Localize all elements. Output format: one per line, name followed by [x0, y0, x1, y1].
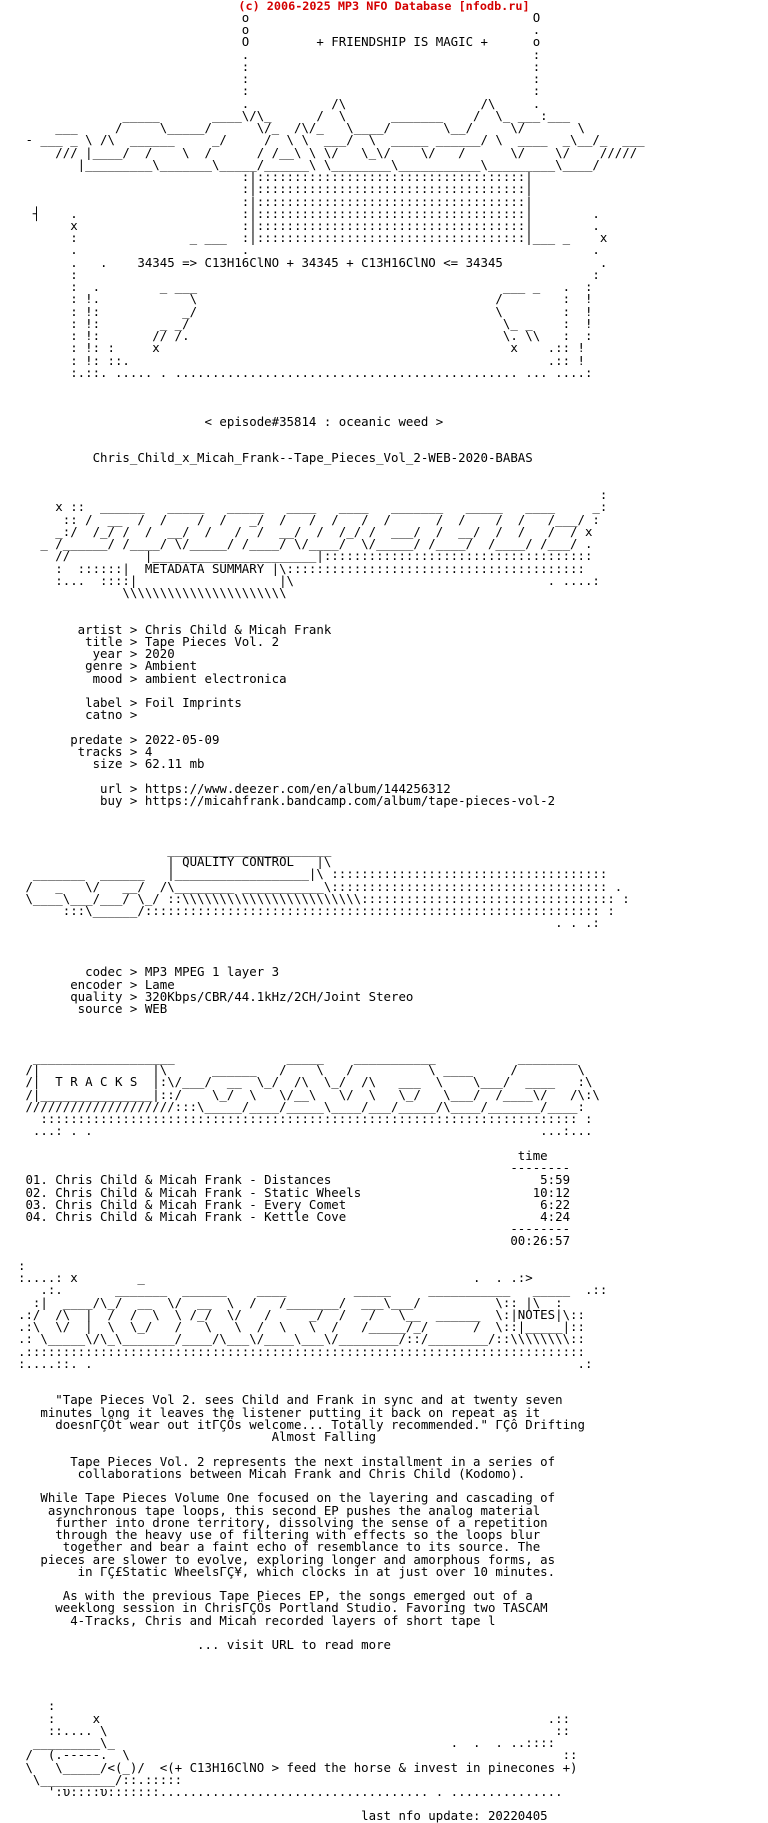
site-copyright-link[interactable]: (c) 2006-2025 MP3 NFO Database [nfodb.ru]	[238, 0, 530, 13]
nfo-ascii-text: o O o . O + FRIENDSHIP IS MAGIC + o . : : : : : : : . /\ /\ . _____ ____\/\_ / \ _______ / \_ ___:___ ___ / \_____/ \/_ /\/_ \____/ \__/ \/ \ - ___ _ \ /\ ______ _/ / \ \ ___/ \ _____ ______/ \ ____ _\__/_ ___ /// |____/ / \ / / /__\ \ \/ \_\/ \/ / \/ \/ ///// |_________\_______\_____/______\ \________\___________\_________\____/ :|::::::::::::::::::::::::::::::::::::| :|::::::::::::::::::::::::::::::::::::| :|::::::::::::::::::::::::::::::::::::| ┤ . :|::::::::::::::::::::::::::::::::::::| . x :|::::::::::::::::::::::::::::::::::::| . : _ ___ :|::::::::::::::::::::::::::::::::::::|___ _ x . . . . . 34345 => C13H16ClNO + 34345 + C13H16ClNO <= 34345 . : : : . _ ___ ___ _ . : : !. \ / : ! : !: _/ \ : ! : !: _ _/ \_ _ : ! : !: // /. \. \\ : : : !: : x x .:: ! : !: ::. .:: ! :.::. ..... . .............................................. ... ....: < episode#35814 : oceanic weed > Chris_Child_x_Micah_Frank--Tape_Pieces_Vol_2-WEB-2020-BABAS : x :: ______ _____ _____ ____ ____ _______ _____ ____ _: :: / __ / / / / _/ / / / / / / / / / /___/ : _:/ /_/ / / __/ / / / __/ / /_/ / ___/ / __/ / / / / x _ /______/ /____/ \/_____/ /____/ \/____/ \/_____/ /____/ /____/ /___/ . // |______________________|:::::::::::::::::::::::::::::::::::: : ::::::| METADATA SUMMARY |\:::::::::::::::::::::::::::::::::::::::: :... ::::| |\ . ....: \\\\\\\\\\\\\\\\\\\\\\ artist > Chris Child & Micah Frank title > Tape Pieces Vol. 2 year > 2020 genre > Ambient mood > ambient electronica label > Foil Imprints catno > predate > 2022-05-09 tracks > 4 size > 62.11 mb url > https://www.deezer.com/en/album/144256312 buy > https://micahfrank.bandcamp.com/album/tape-pieces-vol-2 ______________________ | QUALITY CONTROL |\ _______ ______ |__________________|\ ::::::::::::::::::::::::::::::::::::: / _ \/ __/ /\________ ___________\::::::::::::::::::::::::::::::::::::: . \____\___/___/ \_/ ::\\\\\\\\\\\\\\\\\\\\\\\\:::::::::::::::::::::::::::::::::: : :::\______/::::::::::::::::::::::::::::::::::::::::::::::::::::::::::::: : . . .: codec > MP3 MPEG 1 layer 3 encoder > Lame quality > 320Kbps/CBR/44.1kHz/2CH/Joint Stereo source > WEB ___________________ _____ ___________ ________ /| |\ ______ / \ / \ ____ / \ /| T R A C K S |:\/___/ __ \_/ /\ \_/ /\ ___ \ \___/ ____ :\ /|_______________|::/ \_/ \ \/__\ \/ \ \_/ \___/ /____\/ /\:\ ////////////////////:::\_____/____/_____\____/___/_____/\____/_______/____: :::::::::::::::::::::::::::::::::::::::::::::::::::::::::::::::::::::::: : ...: . . ...:... time -------- 01. Chris Child & Micah Frank - Distances 5:59 02. Chris Child & Micah Frank - Static Wheels 10:12 03. Chris Child & Micah Frank - Every Comet 6:22 04. Chris Child & Micah Frank - Kettle Cove 4:24 -------- 00:26:57 : :....: x _ . . .:> .:. _______ ______ ____ _____ ___________ _____ .:: :| ____/\_/ __ \/ __ \ / /_______/ ___\___/ \:: |\ : .:/ /\ | / / \ \ /_/ \/ / _/ / / \__ ______ \:|NOTES|\:: .:\ \/ | \ \_/ / \ \ / \ \ / /_____/_/ / \::|_____|:: .: \_____\/\_\_______/____/\___\/____\___\/________/::/________/::\\\\\\\\:: .::::::::::::::::::::::::::::::::::::::::::::::::::::::::::::::::::::::::::: :....::. . .: "Tape Pieces Vol 2. sees Child and Frank in sync and at twenty seven minutes long it leaves the listener putting it back on repeat as it doesnΓÇÖt wear out itΓÇÖs welcome... Totally recommended." ΓÇô Drifting Almost Falling Tape Pieces Vol. 2 represents the next installment in a series of collaborations between Micah Frank and Chris Child (Kodomo). While Tape Pieces Volume One focused on the layering and cascading of asynchronous tape loops, this second EP pushes the analog material further into drone territory, dissolving the sense of a repetition through the heavy use of filtering with effects so the loops blur together and bear a faint echo of resemblance to its source. The pieces are slower to evolve, exploring longer and amorphous forms, as in ΓÇ£Static WheelsΓÇ¥, which clocks in at just over 10 minutes. As with the previous Tape Pieces EP, the songs emerged out of a weeklong session in ChrisΓÇÖs Portland Studio. Favoring two TASCAM 4-Tracks, Chris and Micah recorded layers of short tape l ... visit URL to read more : : x .:: ::.... \ :: _________\_ . . . ..:::: / (.-----. \ :: \ \_____/<(_)/ <(+ C13H16ClNO > feed the horse & invest in pinecones +) \__________/::.::::: ':υ::::υ:::::::.................................... . ............... last nfo update: 20220405	[18, 10, 645, 1823]
